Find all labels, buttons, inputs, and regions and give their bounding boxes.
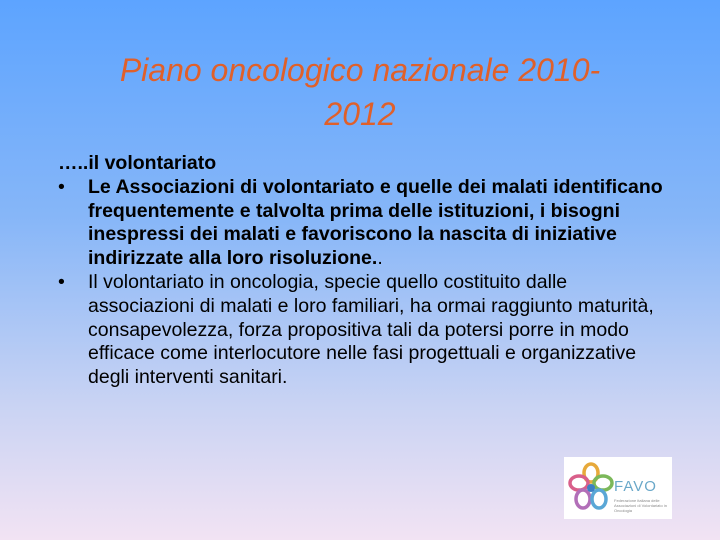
- bullet-marker: •: [58, 270, 65, 293]
- bullet-item-1: [58, 176, 668, 271]
- logo-wordmark: FAVO: [614, 478, 657, 495]
- bullet-text-1-tail: .: [377, 247, 383, 270]
- logo-subtitle: Federazione italiana delle Associazioni di Volontariato in Oncologia: [614, 498, 667, 513]
- slide-title-line-2: 2012: [324, 96, 396, 132]
- slide-title-line-1: Piano oncologico nazionale 2010-: [119, 52, 601, 88]
- favo-logo: [564, 457, 672, 519]
- bullet-marker: •: [58, 175, 65, 198]
- bullet-text-2: Il volontariato in oncologia, specie quello costituito dalle associazioni di malati e loro familiari, ha ormai raggiunto maturità, consapevolezza, forza propositiva tali da potersi porre in modo efficace come interlocutore nelle fasi progettuali e organizzative degli interventi sanitari.: [88, 270, 654, 389]
- intro-text: …..il volontariato: [58, 152, 217, 174]
- favo-flower-icon: [568, 461, 614, 515]
- bullet-item-2: [58, 271, 668, 390]
- slide-body: [58, 152, 668, 390]
- slide-title: [40, 48, 680, 136]
- bullet-text-1: Le Associazioni di volontariato e quelle dei malati identificano frequentemente e talvolta prima delle istituzioni, i bisogni inespressi dei malati e favoriscono la nascita di iniziative indirizzate alla loro risoluzione.: [88, 175, 663, 270]
